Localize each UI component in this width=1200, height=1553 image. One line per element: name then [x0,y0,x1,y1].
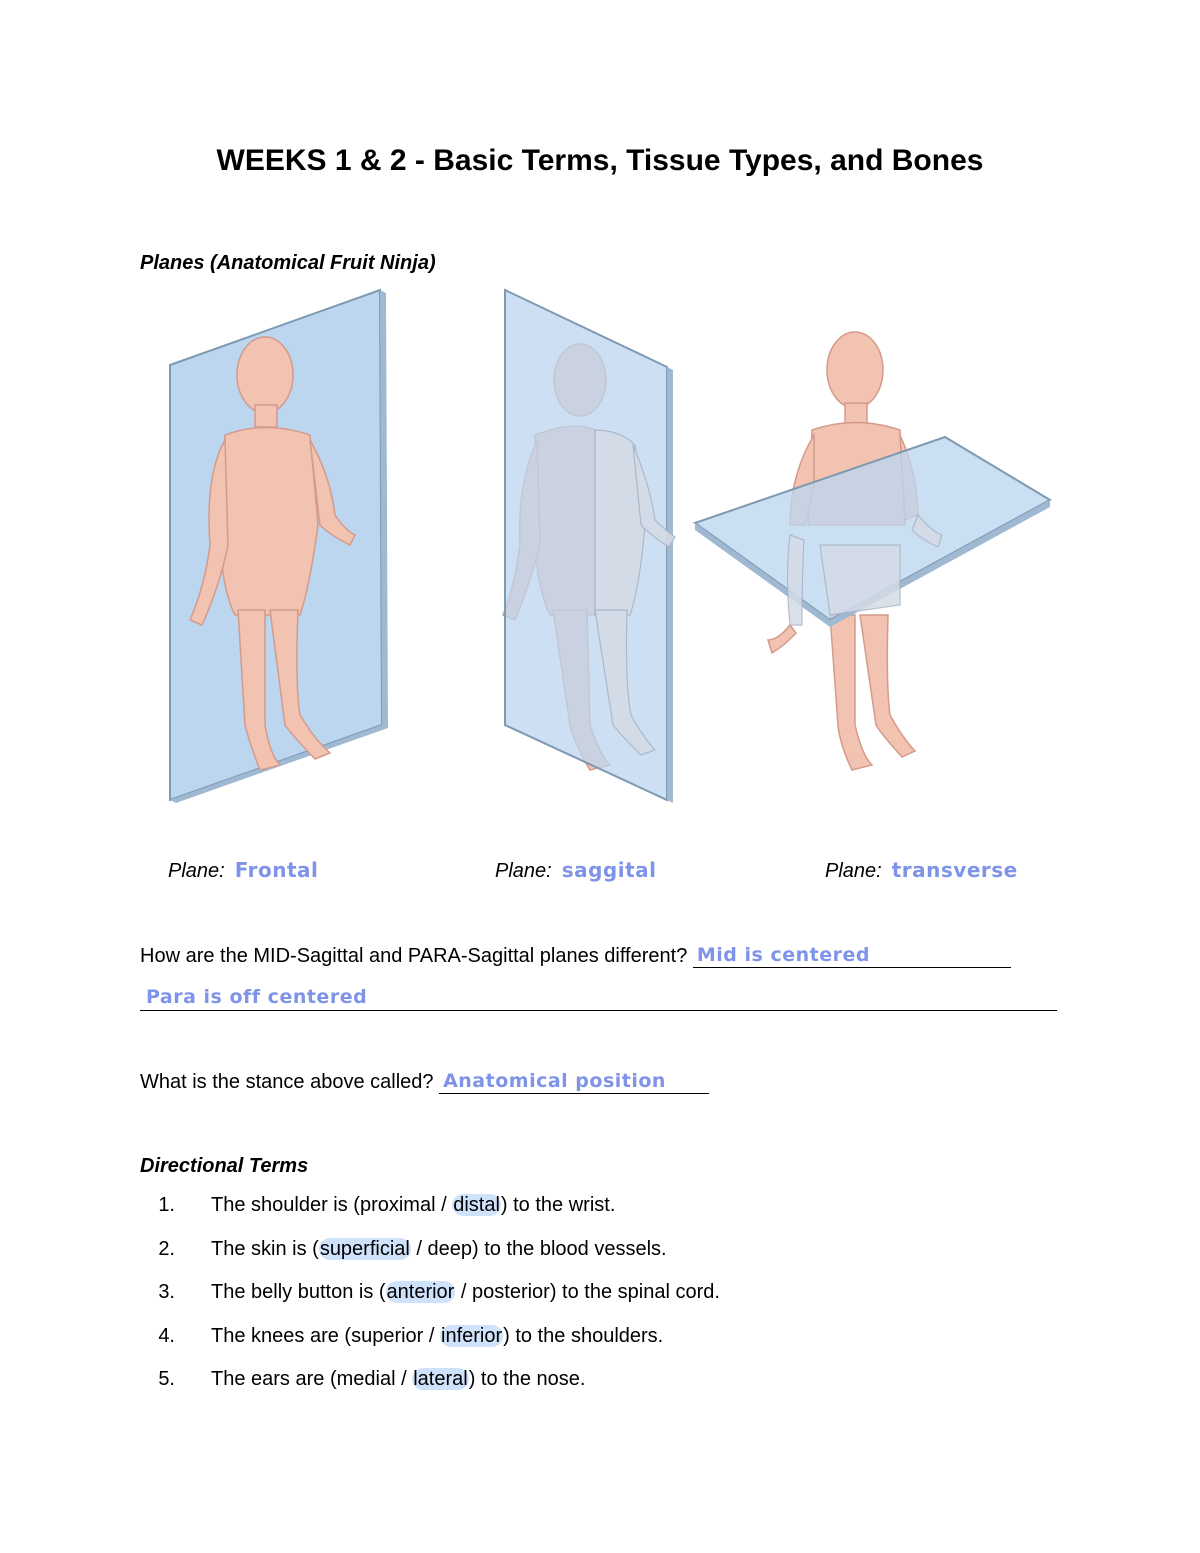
question-text: How are the MID-Sagittal and PARA-Sagittal planes different? [140,945,688,967]
answer-blank[interactable] [693,944,1011,968]
question-sagittal-difference [140,944,1011,968]
frontal-plane-illustration [160,285,390,805]
directional-terms-heading: Directional Terms [140,1155,309,1177]
highlighted-answer: anterior [386,1281,455,1303]
answer-text: Anatomical position [443,1070,666,1092]
item-text: The ears are (medial / lateral) to the nose. [211,1368,586,1390]
item-text: The knees are (superior / inferior) to the shoulders. [211,1324,664,1347]
question-stance [140,1070,709,1094]
plane-prefix: Plane: [495,860,552,882]
highlighted-answer: inferior [441,1324,503,1347]
list-item [140,1281,1040,1325]
list-item [140,1194,1040,1238]
page-title: WEEKS 1 & 2 - Basic Terms, Tissue Types, and Bones [216,144,984,177]
item-number: 4. [158,1324,175,1347]
item-number: 1. [158,1194,175,1216]
plane-answer-frontal: Frontal [234,858,319,882]
answer-blank[interactable] [439,1070,709,1094]
item-number: 5. [158,1368,175,1390]
item-number: 2. [158,1237,175,1260]
plane-answer-sagittal: saggital [561,858,657,882]
item-number: 3. [158,1281,175,1303]
directional-terms-list [140,1194,1040,1412]
plane-label-3 [825,858,1018,883]
highlighted-answer: lateral [413,1368,468,1390]
list-item [140,1368,1040,1412]
plane-answer-transverse: transverse [891,858,1018,882]
plane-prefix: Plane: [168,860,225,882]
question-text: What is the stance above called? [140,1071,434,1093]
item-text: The belly button is (anterior / posterior) to the spinal cord. [211,1281,720,1303]
list-item [140,1238,1040,1282]
plane-label-2 [495,858,657,883]
plane-label-1 [168,858,318,883]
list-item [140,1325,1040,1369]
sagittal-plane-illustration [495,285,685,805]
highlighted-answer: distal [453,1194,500,1216]
planes-heading: Planes (Anatomical Fruit Ninja) [140,252,436,274]
answer-blank-line-2[interactable] [140,986,1057,1011]
item-text: The shoulder is (proximal / distal) to the wrist. [211,1194,616,1216]
transverse-plane-illustration [690,285,1055,815]
plane-prefix: Plane: [825,860,882,882]
item-text: The skin is (superficial / deep) to the blood vessels. [211,1237,667,1260]
highlighted-answer: superficial [319,1237,410,1260]
answer-text: Para is off centered [146,986,368,1008]
answer-text: Mid is centered [696,944,870,966]
